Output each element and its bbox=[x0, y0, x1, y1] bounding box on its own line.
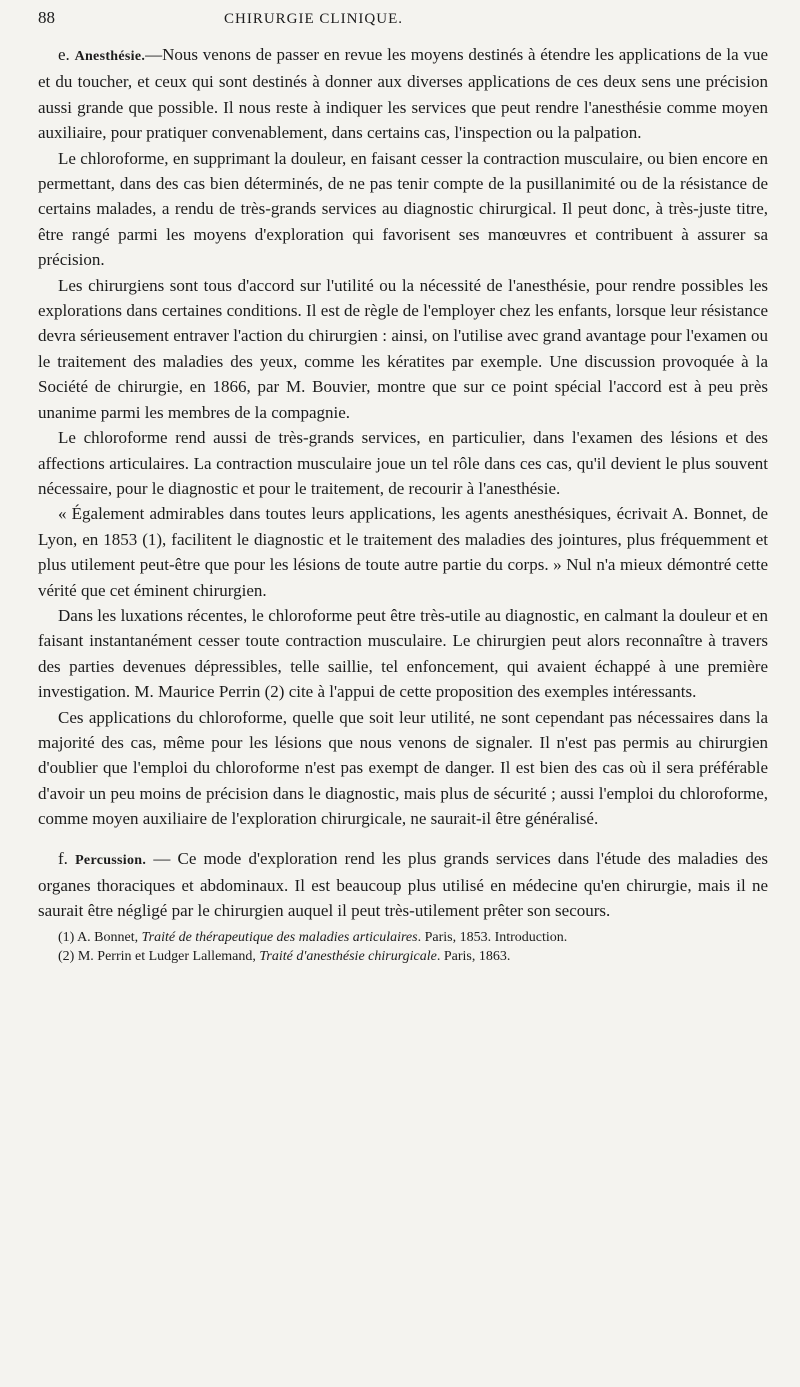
page-header bbox=[38, 8, 768, 32]
section-f-heading: Percussion. bbox=[75, 852, 147, 868]
footnote-rest: . Paris, 1853. Introduction. bbox=[417, 929, 568, 945]
book-page bbox=[38, 8, 768, 966]
section-spacer bbox=[38, 832, 768, 846]
footnote-title: Traité de thérapeutique des maladies articulaires bbox=[141, 929, 418, 945]
section-e-intro-text: —Nous venons de passer en revue les moyens destinés à étendre les applications de la vue et du toucher, et ceux qui sont destinés à donner aux diverses applications de ces deux sens une précision aussi grande que possible. Il nous reste à indiquer les services que peut rendre l'anesthésie comme moyen auxiliaire, pour pratiquer convenablement, dans certains cas, l'inspection ou la palpation. bbox=[38, 45, 768, 143]
section-f bbox=[38, 846, 768, 924]
footnote bbox=[38, 947, 768, 966]
footnote-marker: (2) bbox=[58, 948, 75, 964]
section-e-heading: Anesthésie. bbox=[74, 49, 146, 64]
paragraph: Ces applications du chloroforme, quelle que soit leur utilité, ne sont cependant pas nécessaires dans la majorité des cas, même pour les lésions que nous venons de signaler. Il n'est pas permis au chirurgien d'oublier que l'emploi du chloroforme n'est pas exempt de danger. Il est bien des cas où il sera préférable d'avoir un peu moins de précision dans le diagnostic, mais plus de sécurité ; aussi l'emploi du chloroforme, comme moyen auxiliaire de l'exploration chirurgicale, ne saurait-il être généralisé. bbox=[38, 707, 768, 829]
running-head: CHIRURGIE CLINIQUE. bbox=[224, 11, 403, 27]
footnote-title: Traité d'anesthésie chirurgicale bbox=[259, 948, 437, 964]
paragraph: Dans les luxations récentes, le chloroforme peut être très-utile au diagnostic, en calmant la douleur et en faisant instantanément cesser toute contraction musculaire. Le chirurgien peut alors reconnaître à travers des parties devenues dépressibles, telle saillie, tel enfoncement, qui avaient échappé à une première investigation. M. Maurice Perrin (2) cite à l'appui de cette proposition des exemples intéressants. bbox=[38, 605, 768, 702]
section-f-text: — Ce mode d'exploration rend les plus grands services dans l'étude des maladies des organes thoraciques et abdominaux. Il est beaucoup plus utilisé en médecine qu'en chirurgie, mais il ne saurait être négligé par le chirurgien auquel il peut très-utilement prêter son secours. bbox=[38, 848, 768, 921]
footnote-author: A. Bonnet, bbox=[77, 929, 142, 945]
body-text bbox=[38, 42, 768, 924]
paragraph: Le chloroforme, en supprimant la douleur, en faisant cesser la contraction musculaire, ou bien encore en permettant, dans des cas bien déterminés, de ne pas tenir compte de la pusillanimité ou de la résistance de certains malades, a rendu de très-grands services au diagnostic chirurgical. Il peut donc, à très-juste titre, être rangé parmi les moyens d'exploration qui favorisent ses manœuvres et contribuent à assurer sa précision. bbox=[38, 148, 768, 270]
footnote bbox=[38, 928, 768, 947]
footnote-marker: (1) bbox=[58, 929, 75, 945]
page-number: 88 bbox=[38, 8, 55, 27]
footnote-author: M. Perrin et Ludger Lallemand, bbox=[77, 948, 260, 964]
paragraph: Le chloroforme rend aussi de très-grands services, en particulier, dans l'examen des lésions et des affections articulaires. La contraction musculaire joue un tel rôle dans ces cas, qu'il devient le plus souvent nécessaire, pour le diagnostic et pour le traitement, de recourir à l'anesthésie. bbox=[38, 428, 768, 498]
paragraph: Les chirurgiens sont tous d'accord sur l'utilité ou la nécessité de l'anesthésie, pour rendre possibles les explorations dans certaines conditions. Il est de règle de l'employer chez les enfants, lorsque leur résistance devra sérieusement entraver l'action du chirurgien : ainsi, on l'utilise avec grand avantage pour l'examen ou le traitement des maladies des yeux, comme les kératites par exemple. Une discussion provoquée à la Société de chirurgie, en 1866, par M. Bouvier, montre que sur ce point spécial l'accord est à peu près unanime parmi les membres de la compagnie. bbox=[38, 275, 768, 422]
footnotes bbox=[38, 928, 768, 966]
section-f-label: f. bbox=[58, 848, 68, 868]
paragraph: « Également admirables dans toutes leurs applications, les agents anesthésiques, écrivait A. Bonnet, de Lyon, en 1853 (1), facilitent le diagnostic et le traitement des maladies des jointures, plus fréquemment et plus utilement peut-être que pour les lésions de toute autre partie du corps. » Nul n'a mieux démontré cette vérité que cet éminent chirurgien. bbox=[38, 504, 768, 600]
section-e-label: e. bbox=[58, 45, 70, 64]
section-e-intro bbox=[38, 42, 768, 146]
footnote-rest: . Paris, 1863. bbox=[436, 948, 511, 964]
